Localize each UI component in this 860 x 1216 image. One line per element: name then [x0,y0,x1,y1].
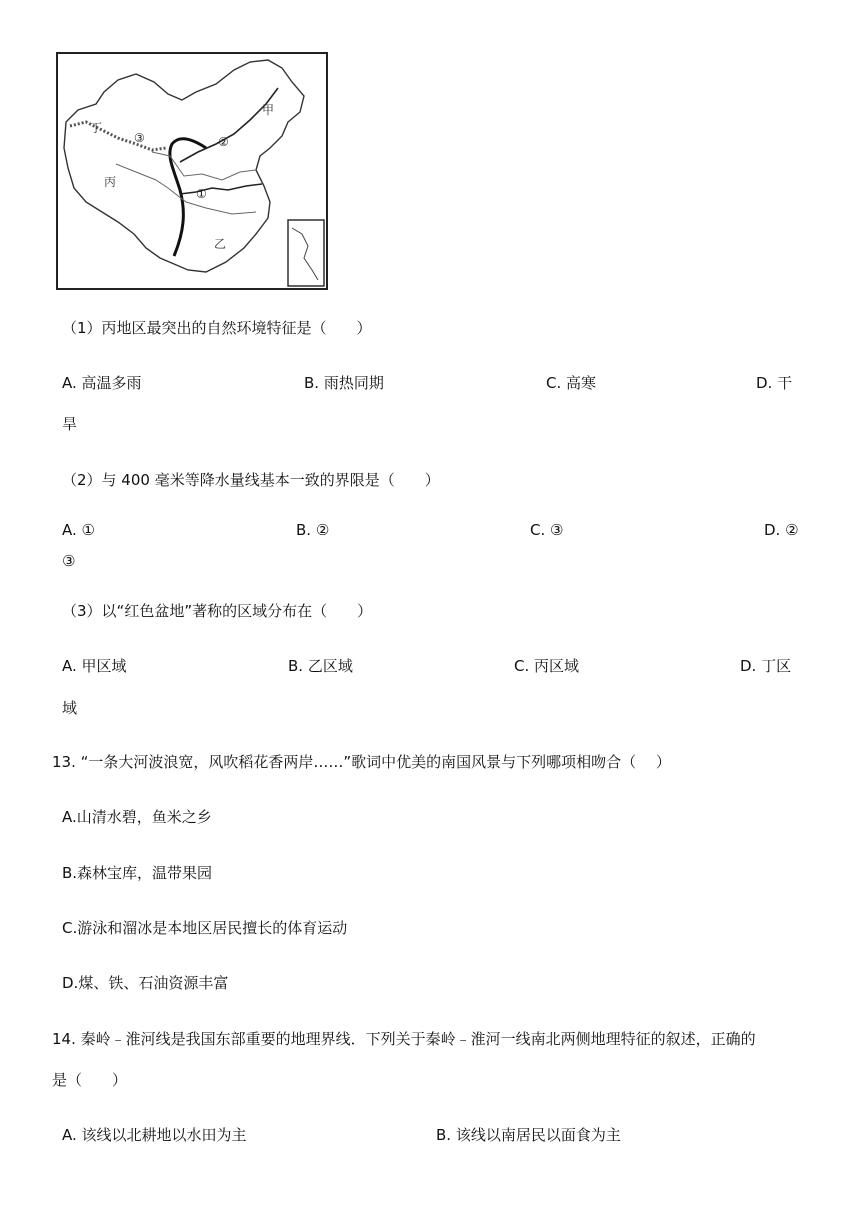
q12-3-option-d-wrap: 域 [62,699,78,717]
q13-stem: 13. “一条大河波浪宽，风吹稻花香两岸……”歌词中优美的南国风景与下列哪项相吻合（ ） [52,753,671,771]
q12-2-option-a[interactable]: A. ① [62,521,95,539]
q12-1-option-d[interactable]: D. 干 [756,374,793,392]
q12-1-option-c[interactable]: C. 高寒 [546,374,597,392]
region-label-bing: 丙 [104,175,117,189]
q12-2-option-d[interactable]: D. ② [764,521,799,539]
q12-1-stem: （1）丙地区最突出的自然环境特征是（ ） [62,319,372,337]
q12-2-option-d-wrap: ③ [62,552,76,570]
marker-2: ② [218,135,229,149]
q12-3-stem: （3）以“红色盆地”著称的区域分布在（ ） [62,602,373,620]
q12-1-option-a[interactable]: A. 高温多雨 [62,374,142,392]
china-region-map [56,52,328,290]
q12-2-option-c[interactable]: C. ③ [530,521,564,539]
q13-option-a[interactable]: A.山清水碧，鱼米之乡 [62,808,212,826]
q14-stem-line1: 14. 秦岭﹣淮河线是我国东部重要的地理界线．下列关于秦岭﹣淮河一线南北两侧地理特征的叙述，正确的 [52,1030,756,1048]
region-label-ding: 丁 [90,121,103,135]
q12-2-option-b[interactable]: B. ② [296,521,330,539]
q12-3-option-d[interactable]: D. 丁区 [740,657,792,675]
q13-option-d[interactable]: D.煤、铁、石油资源丰富 [62,974,229,992]
q14-stem-line2: 是（ ） [52,1071,128,1089]
marker-1: ① [196,187,207,201]
q14-option-b[interactable]: B. 该线以南居民以面食为主 [436,1126,621,1144]
q12-3-option-a[interactable]: A. 甲区域 [62,657,127,675]
q12-3-option-b[interactable]: B. 乙区域 [288,657,353,675]
region-label-yi: 乙 [214,237,227,251]
q12-1-option-d-wrap: 旱 [62,415,78,433]
q12-2-stem: （2）与 400 毫米等降水量线基本一致的界限是（ ） [62,471,440,489]
region-label-jia: 甲 [262,103,275,117]
marker-3: ③ [134,131,145,145]
q12-1-option-b[interactable]: B. 雨热同期 [304,374,384,392]
map-frame [57,53,327,289]
q13-option-c[interactable]: C.游泳和溜冰是本地区居民擅长的体育运动 [62,919,348,937]
q14-option-a[interactable]: A. 该线以北耕地以水田为主 [62,1126,247,1144]
q13-option-b[interactable]: B.森林宝库，温带果园 [62,864,213,882]
q12-3-option-c[interactable]: C. 丙区域 [514,657,580,675]
